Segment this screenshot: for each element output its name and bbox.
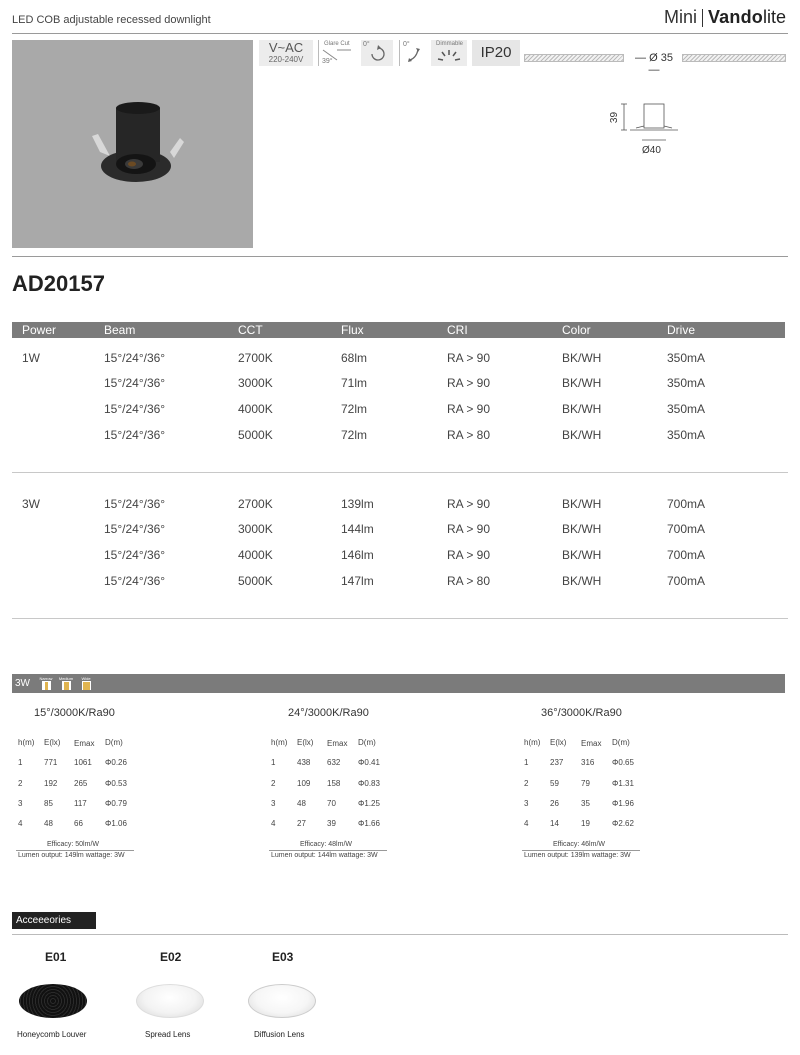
cell-h: 3 — [271, 799, 276, 808]
cell-d: Φ1.25 — [358, 799, 380, 808]
cell-cri: RA > 80 — [447, 574, 491, 588]
cell-d: Φ0.26 — [105, 758, 127, 767]
cell-d: Φ0.65 — [612, 758, 634, 767]
glare-cut-spec — [318, 40, 354, 66]
cell-cct: 3000K — [238, 522, 273, 536]
cell-d: Φ0.53 — [105, 779, 127, 788]
cell-d: Φ0.83 — [358, 779, 380, 788]
accessory-name: Diffusion Lens — [254, 1030, 305, 1039]
col-h: h(m) — [271, 738, 288, 747]
product-photo — [12, 40, 253, 248]
cell-e: 109 — [297, 779, 311, 788]
cell-e: 771 — [44, 758, 58, 767]
cell-drive: 700mA — [667, 522, 706, 536]
accessories-divider — [12, 934, 788, 935]
model-number: AD20157 — [12, 271, 105, 296]
lumen-note: Lumen output: 149lm wattage: 3W — [18, 852, 125, 859]
height-dimension: 39 — [609, 111, 621, 124]
medium-beam-label: Medium — [58, 676, 74, 681]
wide-beam-label: Wide — [81, 676, 91, 681]
col-beam: Beam — [104, 323, 136, 337]
cell-e: 438 — [297, 758, 311, 767]
cell-drive: 700mA — [667, 548, 706, 562]
cell-cri: RA > 90 — [447, 402, 491, 416]
group-divider — [12, 618, 788, 619]
cell-emax: 265 — [74, 779, 88, 788]
cell-cct: 5000K — [238, 574, 273, 588]
col-d: D(m) — [358, 738, 376, 747]
accessory-name: Spread Lens — [145, 1030, 191, 1039]
glare-cut-label: Glare Cut — [324, 41, 350, 47]
col-cct: CCT — [238, 323, 263, 337]
medium-beam-icon — [58, 676, 74, 691]
header-title: LED COB adjustable recessed downlight — [12, 14, 211, 26]
brand-vando: Vando — [707, 7, 763, 27]
power-3w: 3W — [22, 497, 40, 511]
cell-emax: 79 — [581, 779, 590, 788]
glare-cut-angle: 39° — [322, 58, 333, 65]
narrow-beam-label: Narrow — [39, 676, 53, 681]
ip-rating: IP20 — [472, 40, 520, 66]
power-1w: 1W — [22, 351, 40, 365]
cutout-diameter: — Ø 35 — — [635, 52, 673, 76]
cell-beam: 15°/24°/36° — [104, 574, 166, 588]
cell-color: BK/WH — [562, 574, 602, 588]
cell-drive: 350mA — [667, 402, 706, 416]
cell-drive: 350mA — [667, 351, 706, 365]
cell-beam: 15°/24°/36° — [104, 548, 166, 562]
dimmable-spec — [431, 40, 467, 66]
header-divider — [12, 33, 788, 34]
brand-mini: Mini — [663, 7, 697, 27]
cell-e: 85 — [44, 799, 53, 808]
col-emax: Emax — [74, 739, 95, 748]
col-color: Color — [562, 323, 591, 337]
cell-flux: 146lm — [341, 548, 374, 562]
accessory-code: E02 — [160, 950, 182, 964]
cell-color: BK/WH — [562, 402, 602, 416]
cell-h: 1 — [18, 758, 23, 767]
honeycomb-louver-image — [19, 984, 87, 1018]
group-divider — [12, 472, 788, 473]
col-e: E(lx) — [297, 738, 314, 747]
cutout-hatch-right — [682, 54, 786, 62]
cell-emax: 19 — [581, 819, 590, 828]
cell-beam: 15°/24°/36° — [104, 428, 166, 442]
cell-e: 26 — [550, 799, 559, 808]
cell-flux: 147lm — [341, 574, 374, 588]
cell-emax: 39 — [327, 819, 336, 828]
efficacy-note: Efficacy: 46lm/W — [553, 841, 605, 848]
dimension-drawing — [606, 100, 696, 165]
cell-e: 48 — [44, 819, 53, 828]
diameter-dimension: Ø40 — [642, 145, 661, 156]
cell-flux: 68lm — [341, 351, 368, 365]
cell-flux: 144lm — [341, 522, 374, 536]
cell-emax: 66 — [74, 819, 83, 828]
col-d: D(m) — [612, 738, 630, 747]
cell-color: BK/WH — [562, 376, 602, 390]
cell-cct: 2700K — [238, 351, 273, 365]
brand-logo — [664, 7, 786, 28]
voltage-range: 220-240V — [268, 55, 304, 64]
cell-h: 2 — [524, 779, 529, 788]
efficacy-note: Efficacy: 48lm/W — [300, 841, 352, 848]
col-e: E(lx) — [44, 738, 61, 747]
brand-lite: lite — [762, 7, 786, 27]
dimmable-label: Dimmable — [436, 41, 464, 47]
cell-drive: 350mA — [667, 428, 706, 442]
cell-d: Φ0.41 — [358, 758, 380, 767]
note-divider — [522, 850, 640, 851]
cell-h: 1 — [524, 758, 529, 767]
photometric-bar — [12, 674, 785, 693]
cell-cct: 4000K — [238, 548, 273, 562]
cell-flux: 72lm — [341, 402, 368, 416]
brand-separator — [702, 9, 703, 27]
cell-color: BK/WH — [562, 522, 602, 536]
tilt-angle: 0° — [403, 41, 410, 48]
cell-emax: 1061 — [74, 758, 92, 767]
tilt-icon — [400, 40, 428, 66]
voltage-label: V~AC — [268, 40, 304, 55]
cell-h: 3 — [524, 799, 529, 808]
cell-color: BK/WH — [562, 428, 602, 442]
cell-cri: RA > 90 — [447, 351, 491, 365]
cell-cri: RA > 90 — [447, 522, 491, 536]
cell-flux: 139lm — [341, 497, 374, 511]
cell-cri: RA > 90 — [447, 548, 491, 562]
col-emax: Emax — [581, 739, 602, 748]
cell-h: 4 — [524, 819, 529, 828]
rotation-angle: 0° — [363, 41, 370, 48]
accessory-name: Honeycomb Louver — [17, 1030, 87, 1039]
cell-beam: 15°/24°/36° — [104, 351, 166, 365]
section-divider — [12, 256, 788, 257]
cell-cct: 5000K — [238, 428, 273, 442]
wide-beam-icon — [78, 676, 94, 691]
tilt-spec — [399, 40, 427, 66]
cell-e: 27 — [297, 819, 306, 828]
col-cri: CRI — [447, 323, 468, 337]
lumen-note: Lumen output: 144lm wattage: 3W — [271, 852, 378, 859]
cell-e: 48 — [297, 799, 306, 808]
cell-beam: 15°/24°/36° — [104, 402, 166, 416]
cell-h: 2 — [271, 779, 276, 788]
cutout-hatch-left — [524, 54, 624, 62]
cell-beam: 15°/24°/36° — [104, 497, 166, 511]
lumen-note: Lumen output: 139lm wattage: 3W — [524, 852, 631, 859]
cell-beam: 15°/24°/36° — [104, 376, 166, 390]
col-e: E(lx) — [550, 738, 567, 747]
cell-cct: 2700K — [238, 497, 273, 511]
cell-d: Φ2.62 — [612, 819, 634, 828]
accessory-code: E03 — [272, 950, 294, 964]
cell-color: BK/WH — [562, 351, 602, 365]
col-h: h(m) — [524, 738, 541, 747]
cell-d: Φ1.06 — [105, 819, 127, 828]
voltage-spec — [259, 40, 313, 66]
cell-emax: 316 — [581, 758, 595, 767]
cutout-value: Ø 35 — [649, 52, 673, 64]
cell-color: BK/WH — [562, 548, 602, 562]
cell-drive: 350mA — [667, 376, 706, 390]
col-d: D(m) — [105, 738, 123, 747]
cell-d: Φ1.66 — [358, 819, 380, 828]
diffusion-lens-image — [248, 984, 316, 1018]
cell-e: 14 — [550, 819, 559, 828]
block-title: 36°/3000K/Ra90 — [541, 707, 622, 719]
dimmable-icon — [431, 40, 467, 66]
narrow-beam-icon — [38, 676, 54, 691]
cell-drive: 700mA — [667, 574, 706, 588]
note-divider — [16, 850, 134, 851]
cell-cri: RA > 90 — [447, 376, 491, 390]
cell-flux: 71lm — [341, 376, 368, 390]
cell-e: 192 — [44, 779, 58, 788]
block-title: 24°/3000K/Ra90 — [288, 707, 369, 719]
cell-d: Φ1.96 — [612, 799, 634, 808]
cell-cct: 3000K — [238, 376, 273, 390]
cell-h: 1 — [271, 758, 276, 767]
note-divider — [269, 850, 387, 851]
cell-cri: RA > 90 — [447, 497, 491, 511]
cell-emax: 632 — [327, 758, 341, 767]
cell-emax: 70 — [327, 799, 336, 808]
rotation-spec — [361, 40, 393, 66]
cell-emax: 158 — [327, 779, 341, 788]
cell-e: 237 — [550, 758, 564, 767]
spread-lens-image — [136, 984, 204, 1018]
cell-flux: 72lm — [341, 428, 368, 442]
block-title: 15°/3000K/Ra90 — [34, 707, 115, 719]
cell-d: Φ1.31 — [612, 779, 634, 788]
cell-emax: 35 — [581, 799, 590, 808]
rotation-icon — [361, 40, 393, 66]
spec-table-header — [12, 322, 785, 338]
col-power: Power — [22, 323, 57, 337]
col-drive: Drive — [667, 323, 696, 337]
accessories-title: Acceeeories — [12, 912, 96, 929]
efficacy-note: Efficacy: 50lm/W — [47, 841, 99, 848]
cell-emax: 117 — [74, 799, 87, 808]
col-flux: Flux — [341, 323, 364, 337]
cell-d: Φ0.79 — [105, 799, 127, 808]
accessory-code: E01 — [45, 950, 67, 964]
cell-h: 3 — [18, 799, 23, 808]
cell-cct: 4000K — [238, 402, 273, 416]
cell-cri: RA > 80 — [447, 428, 491, 442]
col-h: h(m) — [18, 738, 35, 747]
cell-drive: 700mA — [667, 497, 706, 511]
cell-h: 2 — [18, 779, 23, 788]
cell-h: 4 — [271, 819, 276, 828]
photometric-bar-label: 3W — [15, 678, 30, 689]
cell-e: 59 — [550, 779, 559, 788]
col-emax: Emax — [327, 739, 348, 748]
cell-beam: 15°/24°/36° — [104, 522, 166, 536]
cell-h: 4 — [18, 819, 23, 828]
cell-color: BK/WH — [562, 497, 602, 511]
